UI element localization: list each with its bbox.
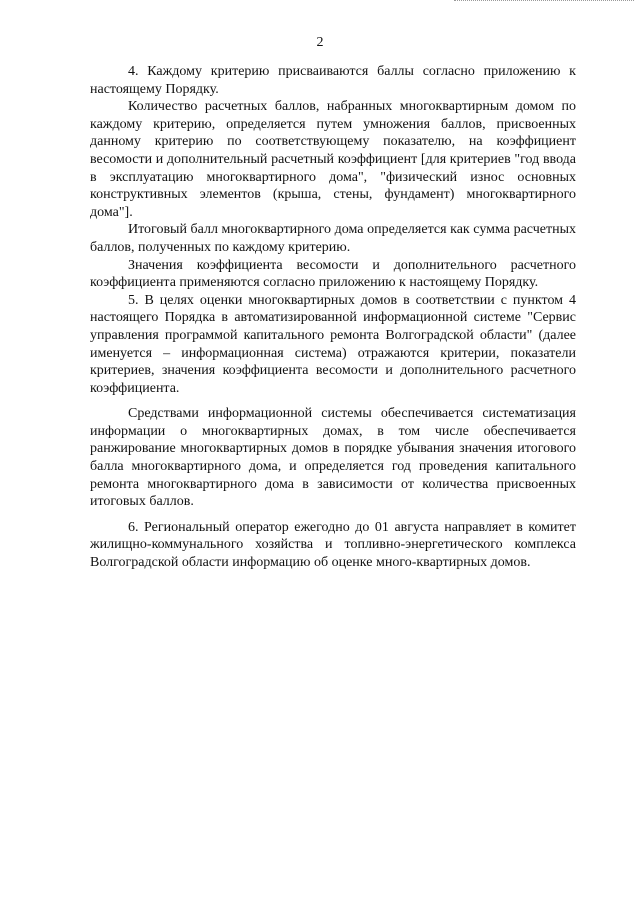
page-number: 2	[316, 35, 324, 50]
paragraph-final-score: Итоговый балл многоквартирного дома определяется как сумма расчетных баллов, полученных по каждому критерию.	[90, 222, 576, 255]
paragraph-coefficients: Значения коэффициента весомости и дополнительного расчетного коэффициента применяются согласно приложению к настоящему Порядку.	[90, 257, 576, 291]
scan-edge-mark	[454, 0, 634, 3]
paragraph-item-6-regional-operator: 6. Региональный оператор ежегодно до 01 августа направляет в комитет жилищно-коммунального хозяйства и топливно-энергетического комплекса Волгоградской области информацию об оценке много-квартирных домов.	[90, 519, 576, 571]
paragraph-calculated-points: Количество расчетных баллов, набранных многоквартирным домом по каждому критерию, определяется путем умножения баллов, присвоенных данному критерию по соответствующему показателю, на коэффициент весомости и дополнительный расчетный коэффициент [для критериев "год ввода в эксплуатацию многоквартирного дома", "физический износ основных конструктивных элементов (крыша, стены, фундамент) многоквартирного дома"].	[90, 99, 576, 220]
paragraph-systematization: Средствами информационной системы обеспечивается систематизация информации о многоквартирных домах, в том числе обеспечивается ранжирование многоквартирных домов в порядке убывания значения итогового балла многоквартирного дома, и определяется год проведения капитального ремонта многоквартирного дома в зависимости от количества присвоенных итоговых баллов.	[90, 406, 576, 510]
paragraph-item-5-information-system: 5. В целях оценки многоквартирных домов в соответствии с пунктом 4 настоящего Порядка в автоматизированной информационной системе "Сервис управления программой капитального ремонта Волгоградской области" (далее именуется – информационная система) отражаются критерии, показатели критериев, значения коэффициента весомости и дополнительного расчетного коэффициента.	[90, 292, 576, 396]
document-body	[90, 63, 576, 572]
paragraph-item-4-points: 4. Каждому критерию присваиваются баллы согласно приложению к настоящему Порядку.	[90, 64, 576, 97]
